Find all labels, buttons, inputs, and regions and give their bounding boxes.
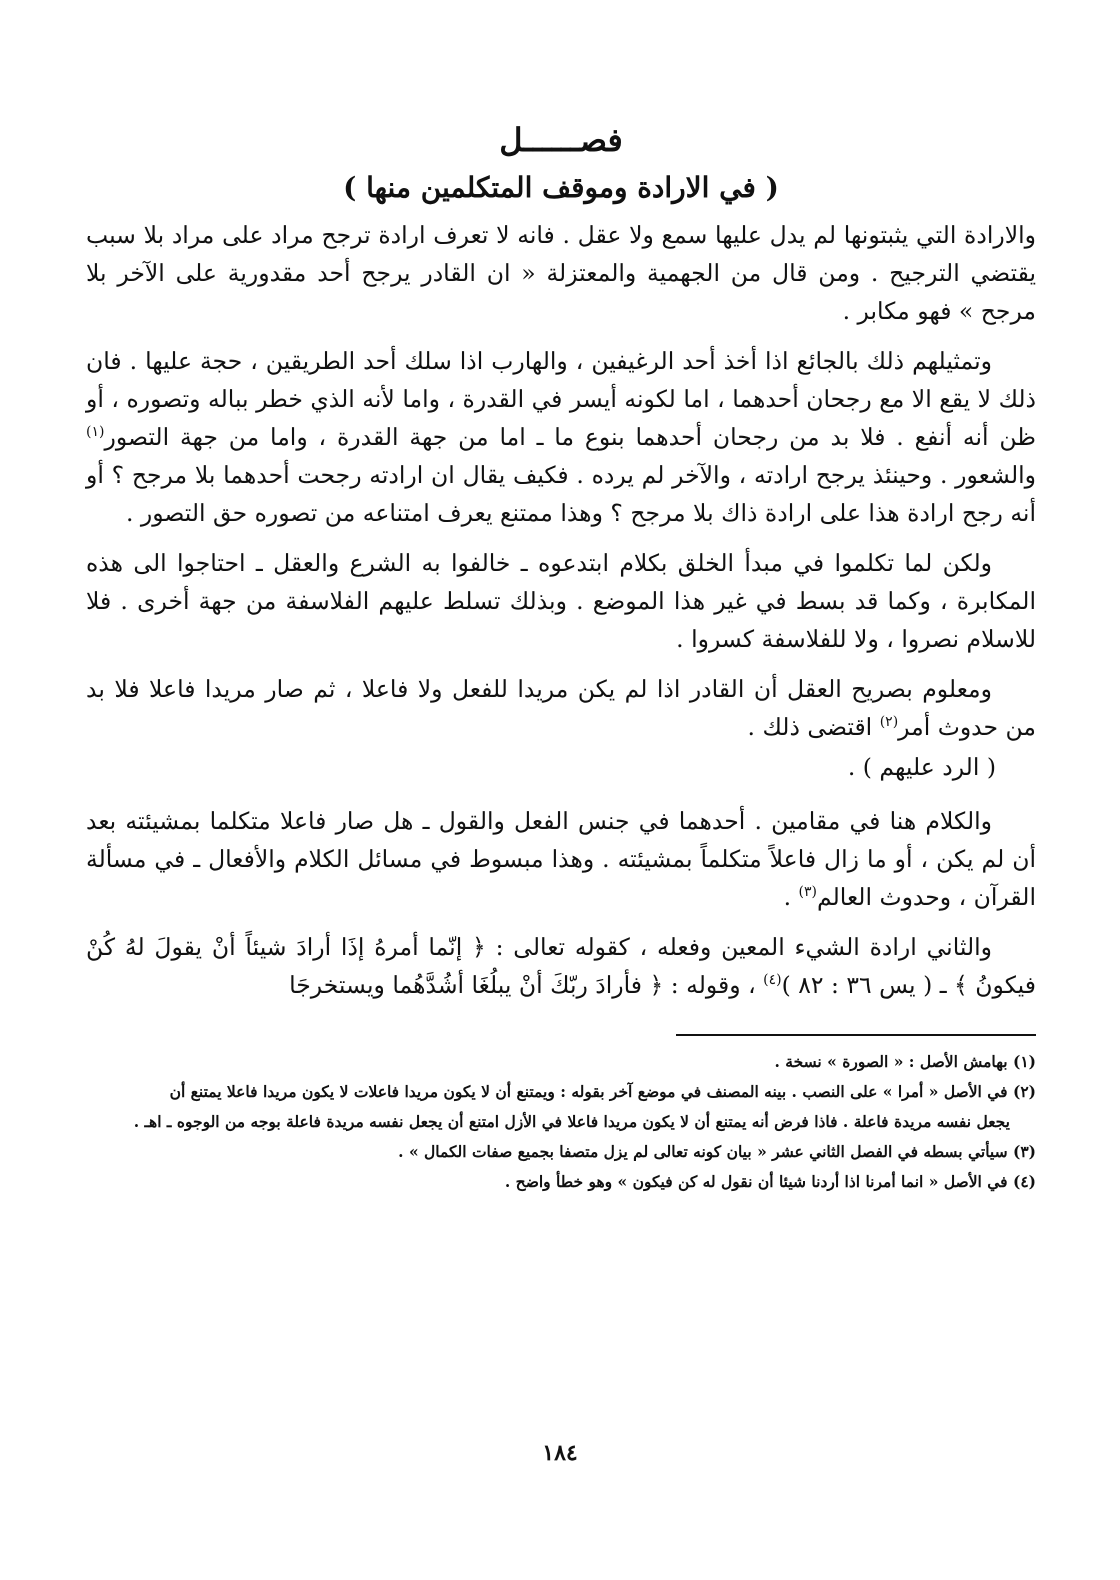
footnotes xyxy=(86,1048,1036,1195)
paragraph-3: ولكن لما تكلموا في مبدأ الخلق بكلام ابتدعوه ـ خالفوا به الشرع والعقل ـ احتاجوا الى هذه المكابرة ، وكما قد بسط في غير هذا الموضع . وبذلك تسلط عليهم الفلاسفة من جهة أخرى . فلا للاسلام نصروا ، ولا للفلاسفة كسروا . xyxy=(86,549,1036,653)
footnote-2: (٢) في الأصل « أمرا » على النصب . بينه المصنف في موضع آخر بقوله : ويمتنع أن لا يكون مريدا فاعلات لا يكون مريدا فاعلا يمتنع أن xyxy=(169,1082,1036,1101)
paragraph-6-part-b: ، وقوله : ﴿ فأرادَ ربّكَ أنْ يبلُغَا أشُدَّهُما ويستخرجَا xyxy=(289,971,764,999)
page-number: ١٨٤ xyxy=(542,1440,578,1466)
footnote-ref-1: (١) xyxy=(86,424,105,441)
paragraph-2-part-b: والشعور . وحينئذ يرجح ارادته ، والآخر لم يرده . فكيف يقال ان ارادته رجحت أحدهما بلا مرجح ؟ أو أنه رجح ارادة هذا على ارادة ذاك بلا مرجح ؟ وهذا ممتنع يعرف امتناعه من تصوره حق التصور . xyxy=(86,461,1036,527)
footnote-divider xyxy=(676,1034,1036,1036)
section-heading: ( الرد عليهم ) . xyxy=(847,753,996,781)
chapter-subtitle: ( في الارادة وموقف المتكلمين منها ) xyxy=(343,171,779,204)
footnote-ref-2: (٢) xyxy=(879,714,899,731)
paragraph-2-part-a: وتمثيلهم ذلك بالجائع اذا أخذ أحد الرغيفين ، والهارب اذا سلك أحد الطريقين ، حجة عليها . فان ذلك لا يقع الا مع رجحان أحدهما ، اما لكونه أيسر في القدرة ، واما لأنه الذي خطر بباله وتصوره ، أو ظن أنه أنفع . فلا بد من رجحان أحدهما بنوع ما ـ اما من جهة القدرة ، واما من جهة التصور xyxy=(86,347,1036,451)
paragraph-5-part-a: والكلام هنا في مقامين . أحدهما في جنس الفعل والقول ـ هل صار فاعلا متكلما بمشيئته بعد أن لم يكن ، أو ما زال فاعلاً متكلماً بمشيئته . وهذا مبسوط في مسائل الكلام والأفعال ـ في مسألة القرآن ، وحدوث العالم xyxy=(86,807,1036,911)
paragraph-5-part-b: . xyxy=(783,883,799,911)
paragraph-5 xyxy=(86,802,1036,916)
footnote-1: (١) بهامش الأصل : « الصورة » نسخة . xyxy=(774,1052,1036,1071)
chapter-title: فصــــــل xyxy=(499,121,623,159)
paragraph-2 xyxy=(86,342,1036,532)
footnote-ref-4: (٤) xyxy=(763,972,782,989)
paragraph-6 xyxy=(86,928,1036,1004)
footnote-ref-3: (٣) xyxy=(798,884,817,901)
footnote-2-continued: يجعل نفسه مريدة فاعلة . فاذا فرض أنه يمتنع أن لا يكون مريدا فاعلا في الأزل امتنع أن يجعل نفسه مريدة فاعلة بوجه من الوجوه ـ اهـ . xyxy=(133,1112,1010,1131)
paragraph-4-part-b: اقتضى ذلك . xyxy=(747,713,880,741)
paragraph-1: والارادة التي يثبتونها لم يدل عليها سمع ولا عقل . فانه لا تعرف ارادة ترجح مراد على مراد بلا سبب يقتضي الترجيح . ومن قال من الجهمية والمعتزلة « ان القادر يرجح أحد مقدورية على الآخر بلا مرجح » فهو مكابر . xyxy=(86,221,1036,325)
paragraph-6-part-a: والثاني ارادة الشيء المعين وفعله ، كقوله تعالى : ﴿ إنّما أمرهُ إذَا أرادَ شيئاً أنْ يقولَ لهُ كُنْ فيكونُ ﴾ ـ ( يس ٣٦ : ٨٢ ) xyxy=(86,933,1036,999)
body-text xyxy=(86,216,1036,1004)
footnote-4: (٤) في الأصل « انما أمرنا اذا أردنا شيئا أن نقول له كن فيكون » وهو خطأ واضح . xyxy=(504,1172,1036,1191)
paragraph-4 xyxy=(86,670,1036,746)
footnote-3: (٣) سيأتي بسطه في الفصل الثاني عشر « بيان كونه تعالى لم يزل متصفا بجميع صفات الكمال » . xyxy=(398,1142,1036,1161)
paragraph-4-part-a: ومعلوم بصريح العقل أن القادر اذا لم يكن مريدا للفعل ولا فاعلا ، ثم صار مريدا فاعلا فلا بد من حدوث أمر xyxy=(86,675,1036,741)
